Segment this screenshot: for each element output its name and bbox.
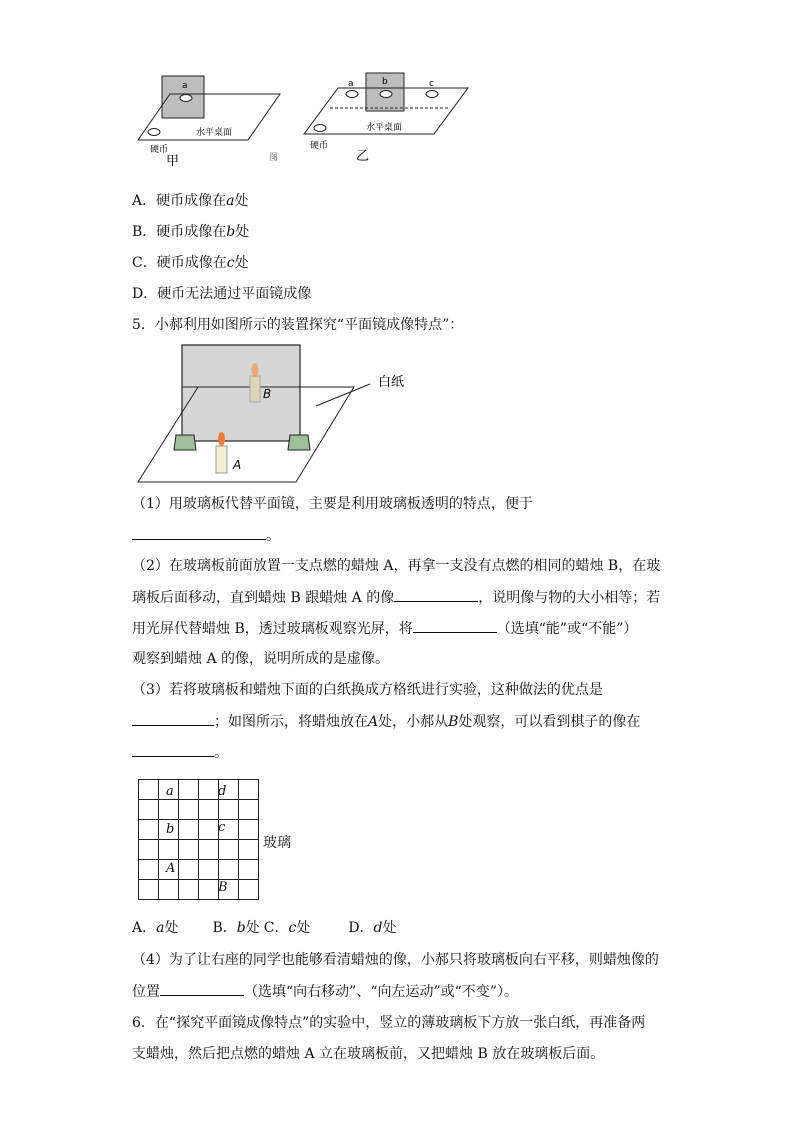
table-label-yi: 水平桌面: [366, 123, 403, 133]
q5-part1-line1: （1）用玻璃板代替平面镜，主要是利用玻璃板透明的特点，便于: [132, 496, 533, 512]
answer-blank-1[interactable]: [132, 525, 266, 540]
grid-label-a: a: [166, 784, 174, 799]
fig-fragment: 图: [269, 153, 279, 163]
q6-line2: 支蜡烛，然后把点燃的蜡烛 A 立在玻璃板前，又把蜡烛 B 放在玻璃板后面。: [132, 1046, 605, 1062]
q4-option-c: C．硬币成像在c处: [132, 255, 249, 271]
grid-label-d: d: [218, 784, 227, 799]
grid-label-c: c: [218, 820, 226, 835]
candle-a-label: A: [233, 458, 242, 472]
option-b[interactable]: B．b处: [212, 920, 260, 936]
q4-option-a: A．硬币成像在a处: [132, 193, 249, 209]
q5-part2-line2: 璃板后面移动，直到蜡烛 B 跟蜡烛 A 的像 ，说明像与物的大小相等；若: [132, 587, 660, 608]
q4-option-b: B．硬币成像在b处: [132, 224, 250, 240]
q5-part3-options: [132, 918, 397, 938]
caption-yi: 乙: [356, 149, 370, 164]
coin-label-jia: 硬币: [150, 145, 169, 155]
coin-image-jia: [180, 95, 192, 102]
q4-option-d: D．硬币无法通过平面镜成像: [132, 286, 312, 302]
q5-part1-line2: 。: [132, 525, 280, 546]
answer-blank-2[interactable]: [394, 587, 478, 602]
chess-grid: [138, 779, 259, 900]
q5-stem: 5．小郝利用如图所示的装置探究“平面镜成像特点”：: [132, 317, 464, 333]
option-a[interactable]: A．a处: [132, 920, 179, 936]
q5-part3-line3: 。: [132, 742, 228, 763]
option-d[interactable]: D．d处: [348, 920, 397, 936]
table-label-jia: 水平桌面: [196, 128, 233, 138]
answer-blank-4[interactable]: [132, 711, 214, 726]
candle-b-flame-icon: [252, 363, 259, 377]
candle-a: [216, 446, 227, 473]
glass-label: 玻璃: [263, 835, 291, 851]
coin-jia: [148, 129, 160, 136]
answer-blank-6[interactable]: [160, 981, 244, 996]
candle-b: [250, 376, 260, 402]
stand-left: [174, 435, 196, 450]
q5-part4-line2: 位置 （选填“向右移动”、“向左运动”或“不变”）。: [132, 981, 518, 1002]
grid-label-b: b: [166, 822, 175, 837]
stand-right: [288, 435, 310, 450]
q5-part2-line4: 观察到蜡烛 A 的像，说明所成的是虚像。: [132, 651, 390, 667]
grid-label-A: A: [166, 861, 176, 876]
q5-part4-line1: （4）为了让右座的同学也能够看清蜡烛的像，小郝只将玻璃板向右平移，则蜡烛像的: [132, 952, 659, 968]
candle-mirror-figure: [132, 340, 422, 490]
candle-a-flame-icon: [218, 432, 225, 446]
paper-label: 白纸: [378, 375, 405, 390]
candle-b-label: B: [263, 387, 272, 401]
coin-label-yi: 硬币: [310, 141, 329, 151]
answer-blank-5[interactable]: [132, 742, 214, 757]
label-a-yi: a: [348, 79, 354, 89]
q5-part2-line3: 用光屏代替蜡烛 B，透过玻璃板观察光屏，将 （选填“能”或“不能”）: [132, 618, 637, 639]
answer-blank-3[interactable]: [413, 618, 497, 633]
caption-jia: 甲: [166, 154, 180, 168]
coin-yi: [314, 125, 326, 132]
glass-plate: [182, 345, 300, 441]
label-a-jia: a: [182, 81, 188, 91]
option-c[interactable]: C．c处: [263, 920, 311, 936]
label-c-yi: c: [429, 79, 434, 89]
grid-label-B: B: [218, 880, 228, 895]
q6-line1: 6．在“探究平面镜成像特点”的实验中，竖立的薄玻璃板下方放一张白纸，再准备两: [132, 1015, 646, 1031]
q5-part3-line1: （3）若将玻璃板和蜡烛下面的白纸换成方格纸进行实验，这种做法的优点是: [132, 682, 603, 698]
label-b-yi: b: [382, 77, 388, 87]
q5-part3-line2: ；如图所示，将蜡烛放在A处，小郝从B处观察，可以看到棋子的像在: [132, 711, 640, 732]
q5-part2-line1: （2）在玻璃板前面放置一支点燃的蜡烛 A，再拿一支没有点燃的相同的蜡烛 B，在玻: [132, 558, 661, 574]
coin-mirror-figure: [130, 68, 470, 168]
